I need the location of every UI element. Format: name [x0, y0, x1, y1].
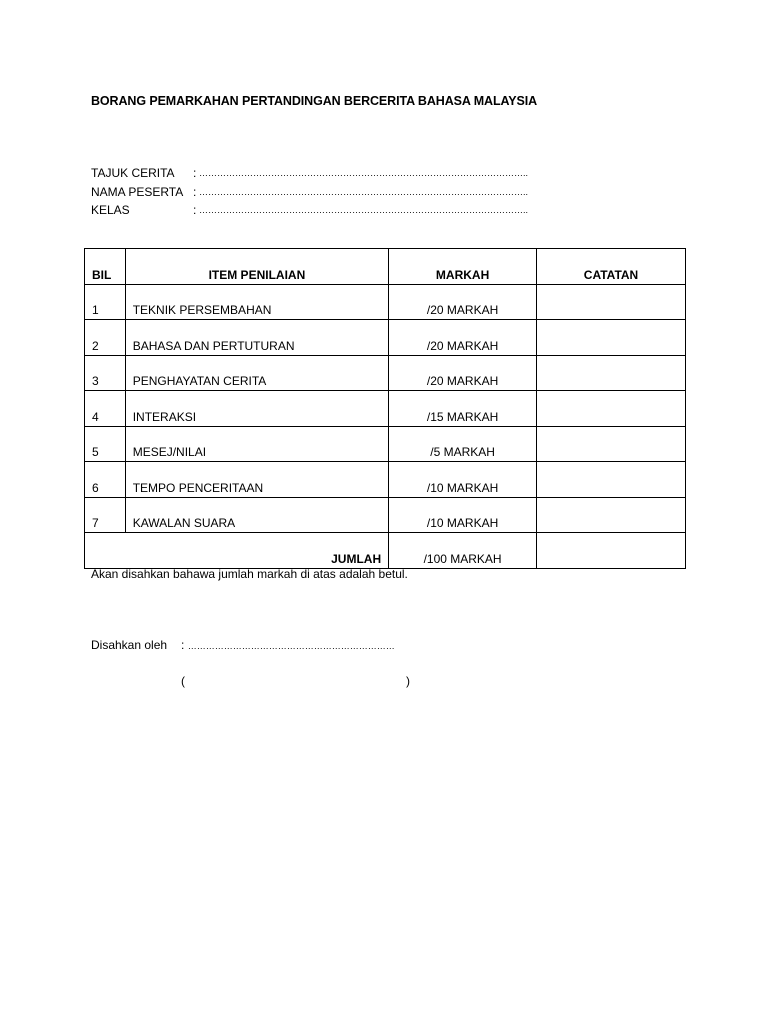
fill-in-line: ………………………………………………………………………………………………..: [199, 168, 529, 178]
field-label: TAJUK CERITA: [91, 166, 175, 180]
approval-colon: :: [181, 638, 185, 652]
header-catatan: CATATAN: [537, 249, 686, 285]
row-item: INTERAKSI: [125, 391, 388, 427]
header-markah: MARKAH: [389, 249, 537, 285]
row-item: KAWALAN SUARA: [125, 497, 388, 533]
row-number: 4: [85, 391, 126, 427]
row-markah: /10 MARKAH: [389, 497, 537, 533]
row-catatan[interactable]: [537, 355, 686, 391]
table-row: [85, 462, 686, 498]
table-row: [85, 320, 686, 356]
field-label: NAMA PESERTA: [91, 184, 184, 199]
row-catatan[interactable]: [537, 462, 686, 498]
total-row: [85, 533, 686, 569]
total-markah: /100 MARKAH: [389, 533, 537, 569]
name-bracket-close: ): [406, 674, 410, 688]
row-catatan[interactable]: [537, 284, 686, 320]
header-item-penilaian: ITEM PENILAIAN: [125, 249, 388, 285]
row-number: 2: [85, 320, 126, 356]
field-colon: :: [193, 166, 197, 180]
row-markah: /10 MARKAH: [389, 462, 537, 498]
approval-label: Disahkan oleh: [91, 638, 168, 652]
table-row: [85, 497, 686, 533]
table-header-row: [85, 249, 686, 285]
score-table: [84, 248, 686, 569]
row-item: PENGHAYATAN CERITA: [125, 355, 388, 391]
table-row: [85, 284, 686, 320]
field-label: KELAS: [91, 203, 130, 217]
header-bil: BIL: [85, 249, 126, 285]
row-number: 7: [85, 497, 126, 533]
table-row: [85, 355, 686, 391]
row-item: BAHASA DAN PERTUTURAN: [125, 320, 388, 356]
field-colon: :: [193, 203, 197, 217]
signature-line: ……………………………………………………………: [187, 641, 395, 651]
fill-in-line: ………………………………………………………………………………………………..: [199, 186, 529, 197]
row-number: 6: [85, 462, 126, 498]
row-markah: /5 MARKAH: [389, 426, 537, 462]
row-catatan[interactable]: [537, 391, 686, 427]
table-row: [85, 391, 686, 427]
fill-in-line: ………………………………………………………………………………………………..: [199, 205, 529, 215]
row-markah: /20 MARKAH: [389, 320, 537, 356]
form-title: BORANG PEMARKAHAN PERTANDINGAN BERCERITA BAHASA MALAYSIA: [91, 94, 538, 108]
row-markah: /15 MARKAH: [389, 391, 537, 427]
approval-line: [91, 638, 395, 652]
table-row: [85, 426, 686, 462]
row-item: TEKNIK PERSEMBAHAN: [125, 284, 388, 320]
confirmation-statement: Akan disahkan bahawa jumlah markah di atas adalah betul.: [91, 567, 408, 581]
row-catatan[interactable]: [537, 497, 686, 533]
total-label: JUMLAH: [85, 533, 389, 569]
row-catatan[interactable]: [537, 320, 686, 356]
row-item: MESEJ/NILAI: [125, 426, 388, 462]
row-markah: /20 MARKAH: [389, 355, 537, 391]
row-catatan[interactable]: [537, 426, 686, 462]
field-colon: :: [193, 184, 197, 199]
row-number: 3: [85, 355, 126, 391]
row-item: TEMPO PENCERITAAN: [125, 462, 388, 498]
name-bracket-open: (: [181, 674, 185, 688]
total-catatan[interactable]: [537, 533, 686, 569]
row-number: 1: [85, 284, 126, 320]
row-number: 5: [85, 426, 126, 462]
row-markah: /20 MARKAH: [389, 284, 537, 320]
